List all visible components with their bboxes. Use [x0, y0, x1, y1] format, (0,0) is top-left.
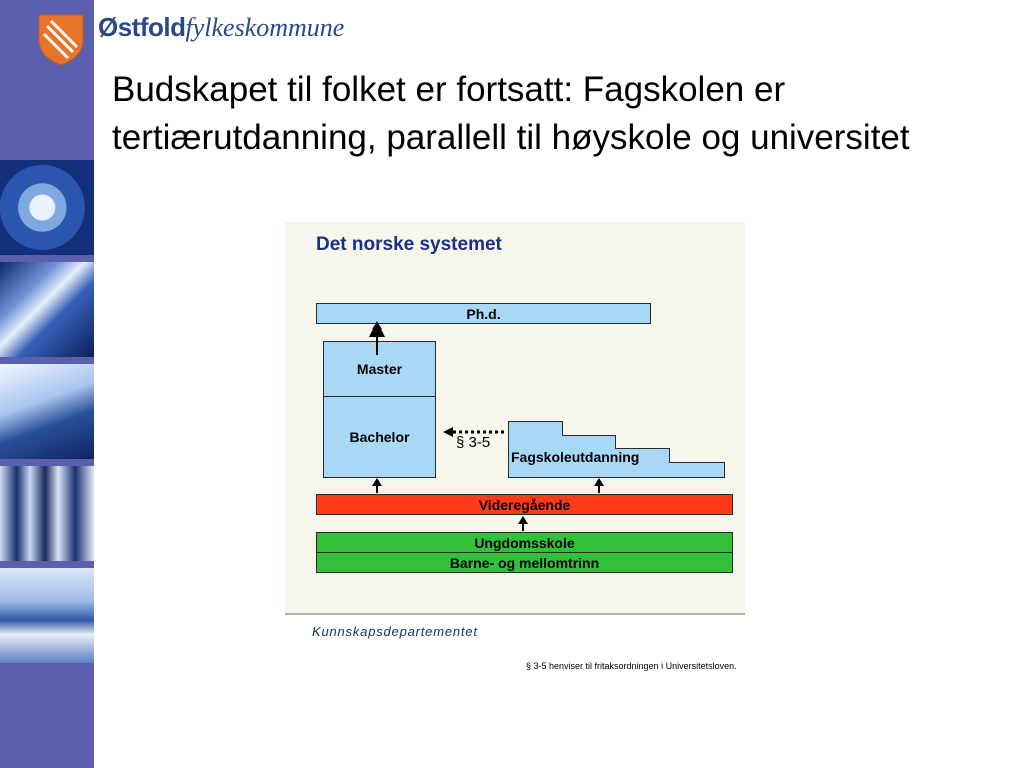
- diagram-title: Det norske systemet: [316, 234, 502, 255]
- walking-people-photo: [0, 466, 94, 561]
- barneskole-box: Barne- og mellomtrinn: [316, 552, 733, 573]
- slide-title: Budskapet til folket er fortsatt: Fagskolen er tertiærutdanning, parallell til høyskole og universitet: [112, 70, 910, 157]
- arrow-vgs-head: [518, 516, 528, 524]
- keyboard-photo: [0, 262, 94, 357]
- diagram-credit: Kunnskapsdepartementet: [312, 624, 478, 639]
- paragraph-label: § 3-5: [456, 434, 491, 451]
- phd-box: Ph.d.: [316, 303, 651, 324]
- videregaende-box: Videregående: [316, 494, 733, 515]
- dotted-arrow-head: [443, 427, 453, 437]
- fagskole-label: Fagskoleutdanning: [511, 449, 640, 465]
- coat-of-arms-icon: [38, 14, 84, 66]
- organization-logo-text: Østfoldfylkeskommune: [98, 12, 345, 42]
- left-decorative-strip: [0, 0, 94, 768]
- building-photo: [0, 568, 94, 663]
- master-box: Master: [323, 341, 436, 397]
- arrow-fagskole-head: [594, 478, 604, 486]
- diagram-arrows: [285, 222, 745, 614]
- arrow-phd-head: [372, 322, 382, 329]
- footnote: § 3-5 henviser til fritaksordningen i Universitetsloven.: [526, 661, 737, 671]
- woman-at-desk-photo: [0, 364, 94, 459]
- bachelor-box: Bachelor: [323, 396, 436, 478]
- ungdomsskole-box: Ungdomsskole: [316, 532, 733, 553]
- arrow-bachelor-head: [372, 478, 382, 486]
- globe-photo: [0, 160, 94, 255]
